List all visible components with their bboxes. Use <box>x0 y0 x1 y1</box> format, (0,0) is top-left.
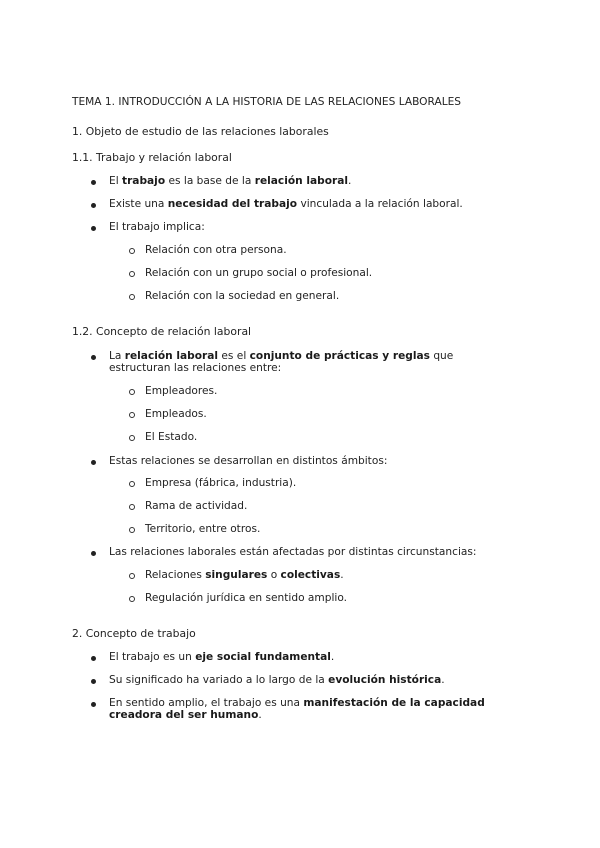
section-2-heading: 2. Concepto de trabajo <box>72 627 196 640</box>
sub-bullet-item: Relaciones singulares o colectivas. <box>145 569 344 581</box>
sub-bullet-item: Empresa (fábrica, industria). <box>145 477 297 489</box>
bullet-item: Las relaciones laborales están afectadas por distintas circunstancias: <box>109 546 477 558</box>
document-title: TEMA 1. INTRODUCCIÓN A LA HISTORIA DE LAS RELACIONES LABORALES <box>72 96 462 108</box>
sub-bullet-item: Empleados. <box>145 408 207 420</box>
sub-bullet-item: Relación con otra persona. <box>145 244 287 256</box>
section-1-2-heading: 1.2. Concepto de relación laboral <box>72 325 252 338</box>
sub-bullet-item: Regulación jurídica en sentido amplio. <box>145 592 348 604</box>
bullet-item: El trabajo implica: <box>109 221 205 233</box>
bullet-item: Existe una necesidad del trabajo vinculada a la relación laboral. <box>109 198 463 210</box>
bullet-item: Estas relaciones se desarrollan en distintos ámbitos: <box>109 455 388 467</box>
bullet-item: Su significado ha variado a lo largo de la evolución histórica. <box>109 674 445 686</box>
bullet-item: El trabajo es la base de la relación laboral. <box>109 175 352 187</box>
bullet-item: La relación laboral es el conjunto de prácticas y reglas que estructuran las relaciones entre: <box>109 350 514 374</box>
sub-bullet-item: Relación con la sociedad en general. <box>145 290 340 302</box>
bullet-item: En sentido amplio, el trabajo es una manifestación de la capacidad creadora del ser humano. <box>109 697 514 721</box>
sub-bullet-item: El Estado. <box>145 431 198 443</box>
bullet-item: El trabajo es un eje social fundamental. <box>109 651 335 663</box>
section-1-heading: 1. Objeto de estudio de las relaciones laborales <box>72 125 329 138</box>
sub-bullet-item: Empleadores. <box>145 385 218 397</box>
sub-bullet-item: Territorio, entre otros. <box>145 523 261 535</box>
sub-bullet-item: Relación con un grupo social o profesional. <box>145 267 373 279</box>
sub-bullet-item: Rama de actividad. <box>145 500 248 512</box>
section-1-1-heading: 1.1. Trabajo y relación laboral <box>72 151 232 164</box>
